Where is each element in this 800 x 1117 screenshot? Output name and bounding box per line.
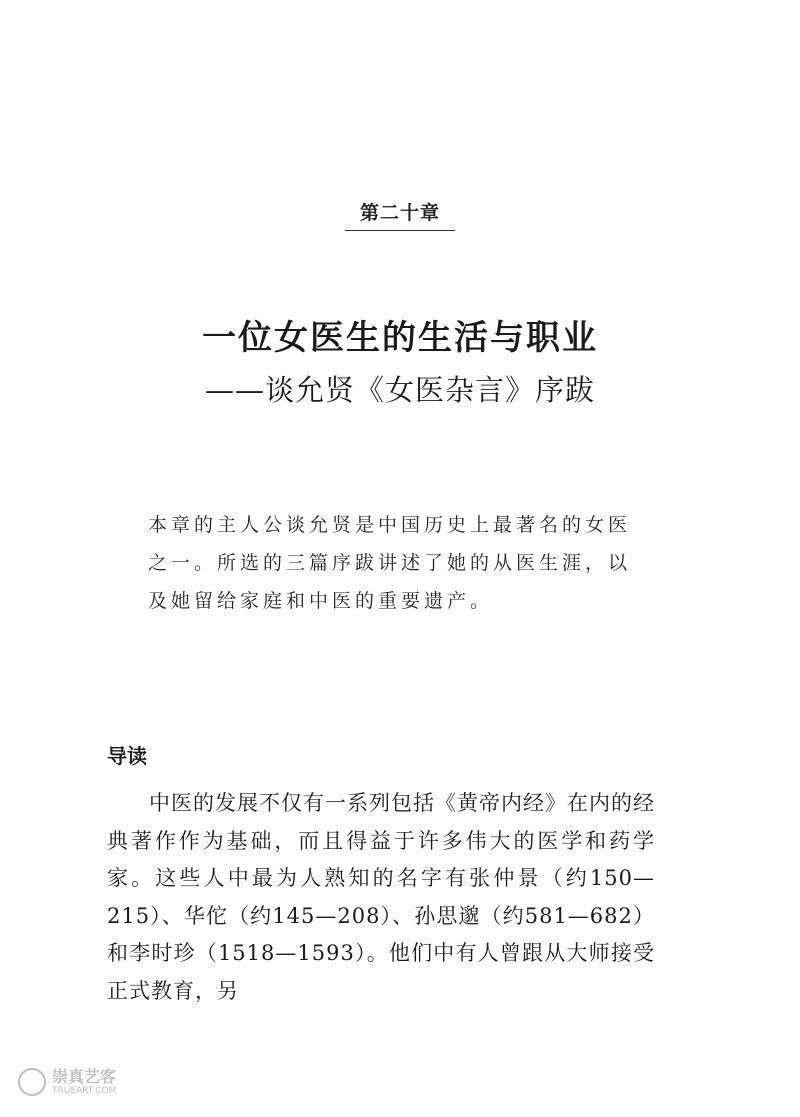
body-text xyxy=(107,785,655,1010)
abstract-text: 本章的主人公谈允贤是中国历史上最著名的女医之一。所选的三篇序跋讲述了她的从医生涯，以及她留给家庭和中医的重要遗产。 xyxy=(148,514,632,612)
watermark xyxy=(18,1068,116,1096)
watermark-logo-icon xyxy=(18,1068,46,1096)
section-heading: 导读 xyxy=(107,744,147,768)
body-paragraph: 中医的发展不仅有一系列包括《黄帝内经》在内的经典著作作为基础，而且得益于许多伟大的医学和药学家。这些人中最为人熟知的名字有张仲景（约150—215）、华佗（约145—208）、孙思邈（约581—682）和李时珍（1518—1593）。他们中有人曾跟从大师接受正式教育，另 xyxy=(107,791,655,1003)
chapter-label: 第二十章 xyxy=(359,202,440,224)
chapter-underline xyxy=(345,230,455,231)
chapter-subtitle: ——谈允贤《女医杂言》序跋 xyxy=(204,373,595,407)
chapter-abstract xyxy=(148,506,648,620)
watermark-en: TRUEART.COM xyxy=(52,1086,117,1096)
watermark-text xyxy=(52,1068,116,1096)
watermark-cn: 崇真艺客 xyxy=(52,1067,117,1086)
chapter-title: 一位女医生的生活与职业 xyxy=(202,318,598,358)
